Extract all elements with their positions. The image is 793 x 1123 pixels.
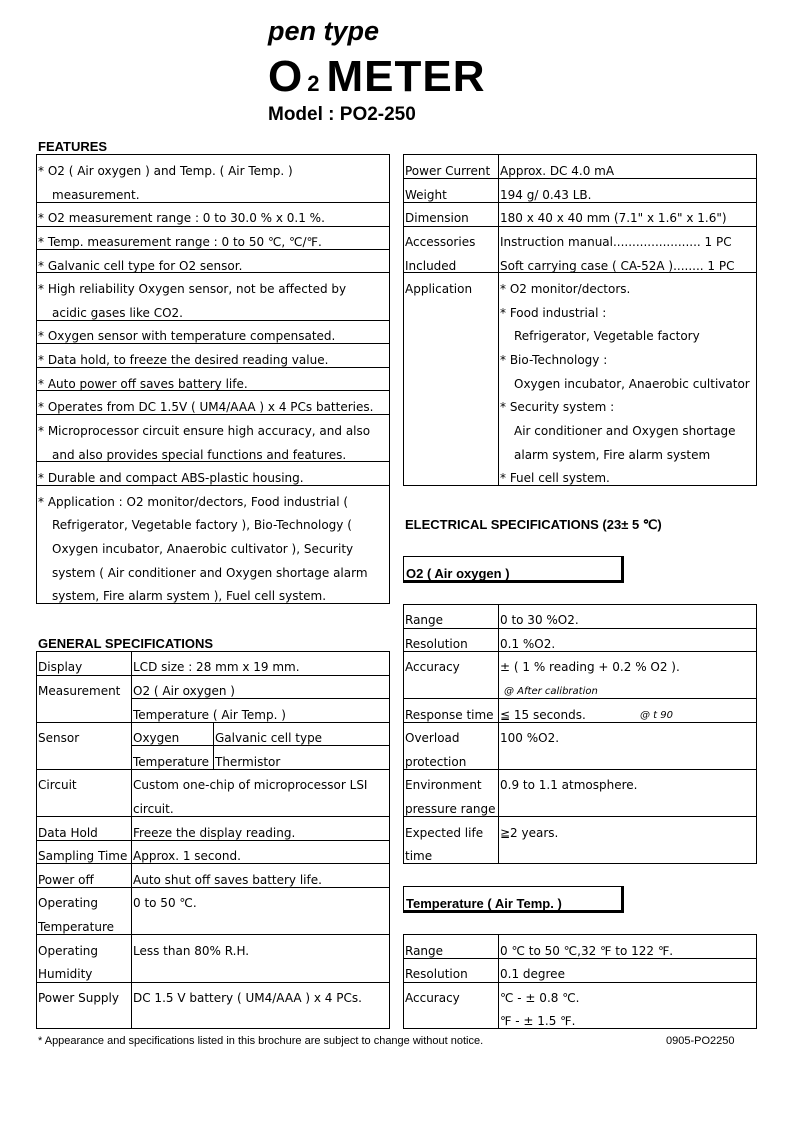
spec-label: Operating <box>38 896 98 910</box>
spec-label: Power off <box>38 873 94 887</box>
spec-value: ≦ 15 seconds. <box>500 708 586 722</box>
o2-section-label: O2 ( Air oxygen ) <box>403 556 624 583</box>
spec-label: Weight <box>405 188 447 202</box>
feature-line: Oxygen incubator, Anaerobic cultivator ), Security <box>52 542 354 556</box>
spec-value: Freeze the display reading. <box>133 826 296 840</box>
spec-value: Galvanic cell type <box>215 731 323 745</box>
spec-value: 0 ℃ to 50 ℃,32 ℉ to 122 ℉. <box>500 944 674 958</box>
feature-line: system, Fire alarm system ), Fuel cell system. <box>52 589 327 603</box>
page-title <box>268 52 485 102</box>
spec-value: Thermistor <box>215 755 281 769</box>
spec-label: Range <box>405 944 444 958</box>
spec-label: Data Hold <box>38 826 98 840</box>
spec-value: 194 g/ 0.43 LB. <box>500 188 592 202</box>
spec-value: 180 x 40 x 40 mm (7.1" x 1.6" x 1.6") <box>500 211 727 225</box>
spec-label: Accuracy <box>405 660 460 674</box>
title-o: O <box>268 52 304 101</box>
spec-label: Response time <box>405 708 494 722</box>
spec-value: ± ( 1 % reading + 0.2 % O2 ). <box>500 660 680 674</box>
footer-doc-code: 0905-PO2250 <box>666 1035 735 1047</box>
spec-label: pressure range <box>405 802 496 816</box>
spec-label: Humidity <box>38 967 93 981</box>
spec-value: O2 ( Air oxygen ) <box>133 684 235 698</box>
spec-value: Instruction manual....................... 1 PC <box>500 235 732 249</box>
spec-label: Circuit <box>38 778 77 792</box>
spec-label: time <box>405 849 433 863</box>
temp-section-label: Temperature ( Air Temp. ) <box>403 886 624 913</box>
title-meter: METER <box>326 52 486 101</box>
feature-line: * Microprocessor circuit ensure high accuracy, and also <box>38 424 371 438</box>
spec-value: 100 %O2. <box>500 731 560 745</box>
feature-line: acidic gases like CO2. <box>52 306 183 320</box>
spec-value: circuit. <box>133 802 174 816</box>
features-heading: FEATURES <box>38 139 108 154</box>
spec-label: Sensor <box>38 731 80 745</box>
general-specs-heading: GENERAL SPECIFICATIONS <box>38 636 214 651</box>
feature-line: * Application : O2 monitor/dectors, Food industrial ( <box>38 495 349 509</box>
spec-value: Auto shut off saves battery life. <box>133 873 322 887</box>
spec-value: * Security system : <box>500 400 615 414</box>
spec-value: Approx. DC 4.0 mA <box>500 164 615 178</box>
spec-value: DC 1.5 V battery ( UM4/AAA ) x 4 PCs. <box>133 991 362 1005</box>
spec-label: Resolution <box>405 637 468 651</box>
spec-note: @ After calibration <box>504 686 598 697</box>
spec-value: 0 to 30 %O2. <box>500 613 579 627</box>
spec-label: Resolution <box>405 967 468 981</box>
spec-label: Measurement <box>38 684 121 698</box>
spec-label: Expected life <box>405 826 484 840</box>
feature-line: Refrigerator, Vegetable factory ), Bio-Technology ( <box>52 518 352 532</box>
feature-line: * Durable and compact ABS-plastic housing. <box>38 471 304 485</box>
spec-label: Environment <box>405 778 482 792</box>
spec-value: 0.1 %O2. <box>500 637 556 651</box>
spec-label: Accessories <box>405 235 476 249</box>
spec-value: * O2 monitor/dectors. <box>500 282 631 296</box>
feature-line: * O2 ( Air oxygen ) and Temp. ( Air Temp. ) <box>38 164 293 178</box>
feature-line: * O2 measurement range : 0 to 30.0 % x 0.1 %. <box>38 211 325 225</box>
spec-value: Refrigerator, Vegetable factory <box>514 329 700 343</box>
feature-line: system ( Air conditioner and Oxygen shortage alarm <box>52 566 368 580</box>
spec-value: Soft carrying case ( CA-52A )........ 1 PC <box>500 259 735 273</box>
spec-label: Sampling Time <box>38 849 128 863</box>
footer-disclaimer: * Appearance and specifications listed in this brochure are subject to change without notice. <box>38 1035 484 1047</box>
spec-label: protection <box>405 755 467 769</box>
spec-value: Oxygen <box>133 731 180 745</box>
feature-line: * Galvanic cell type for O2 sensor. <box>38 259 243 273</box>
spec-value: Approx. 1 second. <box>133 849 241 863</box>
spec-value: ≧2 years. <box>500 826 559 840</box>
spec-label: Accuracy <box>405 991 460 1005</box>
feature-line: * Auto power off saves battery life. <box>38 377 248 391</box>
spec-value: ℉ - ± 1.5 ℉. <box>500 1014 576 1028</box>
feature-line: * High reliability Oxygen sensor, not be affected by <box>38 282 347 296</box>
spec-label: Dimension <box>405 211 469 225</box>
spec-value: Less than 80% R.H. <box>133 944 250 958</box>
spec-value: ℃ - ± 0.8 ℃. <box>500 991 580 1005</box>
feature-line: * Operates from DC 1.5V ( UM4/AAA ) x 4 PCs batteries. <box>38 400 374 414</box>
spec-label: Power Supply <box>38 991 119 1005</box>
spec-value: Temperature ( Air Temp. ) <box>133 708 286 722</box>
spec-value: * Fuel cell system. <box>500 471 610 485</box>
spec-value: alarm system, Fire alarm system <box>514 448 711 462</box>
spec-value: Temperature <box>133 755 210 769</box>
spec-label: Temperature <box>38 920 115 934</box>
spec-label: Display <box>38 660 83 674</box>
feature-line: measurement. <box>52 188 140 202</box>
spec-value: LCD size : 28 mm x 19 mm. <box>133 660 300 674</box>
spec-label: Power Current <box>405 164 491 178</box>
spec-value: * Bio-Technology : <box>500 353 608 367</box>
spec-value: * Food industrial : <box>500 306 607 320</box>
spec-label: Range <box>405 613 444 627</box>
subtitle-pen-type: pen type <box>268 16 380 46</box>
spec-value: Oxygen incubator, Anaerobic cultivator <box>514 377 750 391</box>
spec-value: 0.1 degree <box>500 967 565 981</box>
electrical-specs-heading: ELECTRICAL SPECIFICATIONS (23± 5 ℃) <box>405 517 662 532</box>
feature-line: * Oxygen sensor with temperature compensated. <box>38 329 336 343</box>
spec-note: @ t 90 <box>640 710 674 721</box>
model-number: Model : PO2-250 <box>268 104 416 125</box>
feature-line: * Data hold, to freeze the desired reading value. <box>38 353 329 367</box>
spec-label: Included <box>405 259 457 273</box>
spec-label: Overload <box>405 731 460 745</box>
feature-line: and also provides special functions and features. <box>52 448 347 462</box>
title-subscript: 2 <box>307 71 321 96</box>
feature-line: * Temp. measurement range : 0 to 50 ℃, ℃/℉. <box>38 235 322 249</box>
spec-label: Operating <box>38 944 98 958</box>
spec-value: Custom one-chip of microprocessor LSI <box>133 778 368 792</box>
spec-label: Application <box>405 282 473 296</box>
spec-value: 0.9 to 1.1 atmosphere. <box>500 778 638 792</box>
spec-value: 0 to 50 ℃. <box>133 896 197 910</box>
spec-value: Air conditioner and Oxygen shortage <box>514 424 736 438</box>
